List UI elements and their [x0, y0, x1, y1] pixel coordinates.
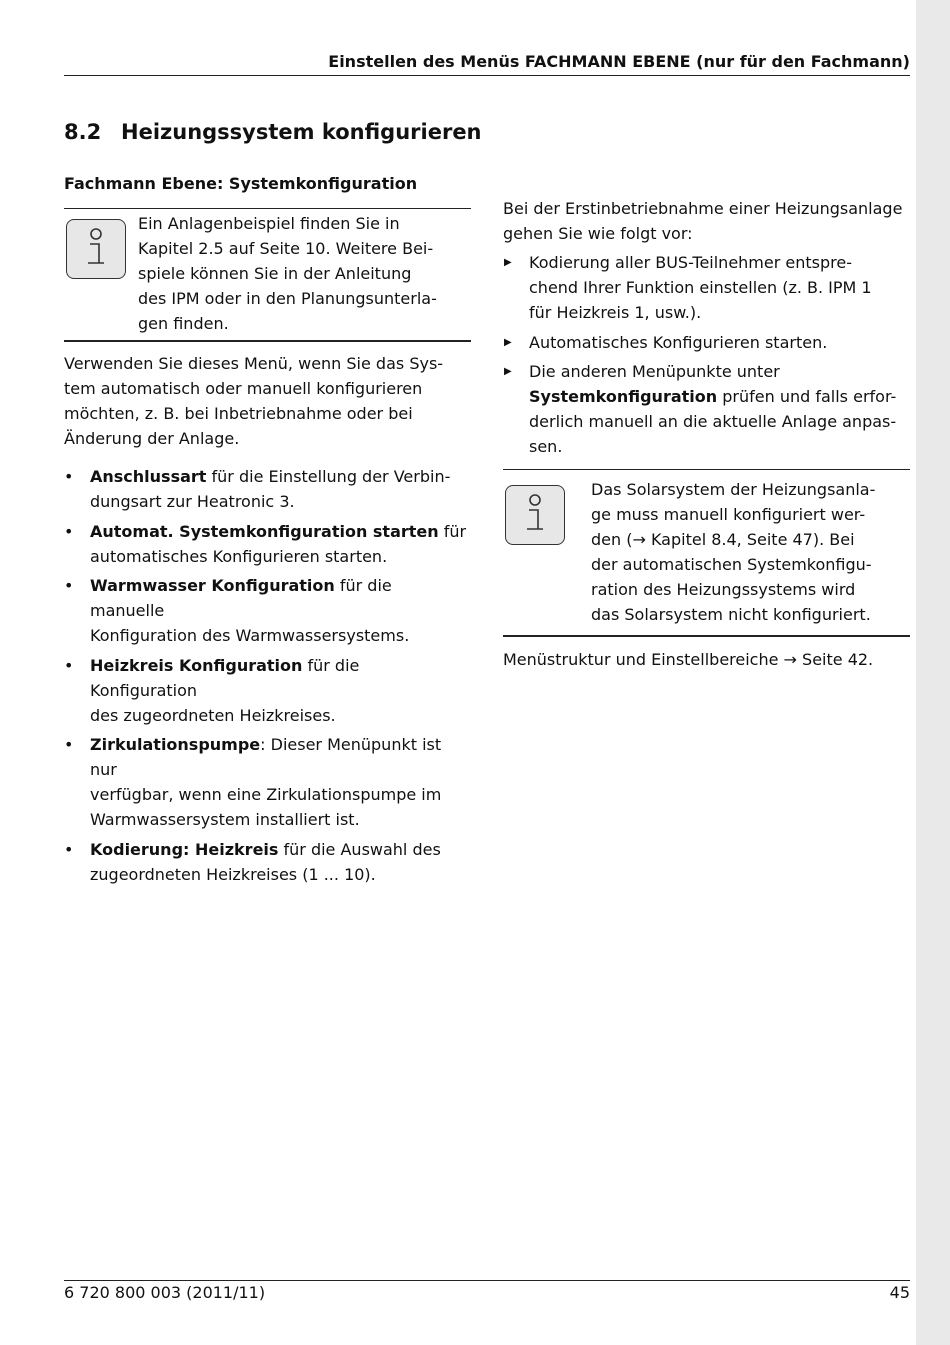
- step-arrow-icon: ▶: [504, 366, 512, 377]
- note-text: [138, 209, 471, 336]
- list-item: [64, 573, 471, 648]
- left-column: [64, 208, 471, 891]
- page-number: 45: [889, 1283, 910, 1302]
- list-item: [64, 464, 471, 514]
- option-name: Kodierung: Heizkreis: [90, 839, 279, 859]
- sub-heading: Fachmann Ebene: Systemkonfiguration: [64, 174, 418, 193]
- option-desc: für: [438, 521, 467, 541]
- step-text: Automatisches Konfigurieren starten.: [529, 332, 828, 352]
- note-line: ration des Heizungssystems wird: [591, 580, 856, 599]
- note-line: der automatischen Systemkonfigu-: [591, 555, 872, 574]
- info-icon: [505, 485, 565, 545]
- option-desc: Warmwassersystem installiert ist.: [90, 810, 360, 829]
- bullet-marker: •: [64, 576, 74, 595]
- bullet-marker: •: [64, 735, 74, 754]
- info-note: [64, 208, 471, 342]
- option-name: Zirkulationspumpe: [90, 735, 261, 754]
- bullet-marker: •: [64, 467, 74, 486]
- note-line: Das Solarsystem der Heizungsanla-: [591, 480, 876, 499]
- option-desc: für die Einstellung der Verbin-: [206, 467, 451, 486]
- section-number: 8.2: [64, 120, 102, 144]
- option-desc: für die Auswahl des: [278, 839, 441, 859]
- option-name: Automat. Systemkonfiguration starten: [90, 521, 439, 541]
- page-edge-strip: [916, 0, 950, 1345]
- note-line: spiele können Sie in der Anleitung: [138, 264, 412, 283]
- note-line: ge muss manuell konfiguriert wer-: [591, 505, 866, 524]
- right-intro: [503, 196, 910, 246]
- text-line: Bei der Erstinbetriebnahme einer Heizungsanlage: [503, 199, 903, 218]
- note-line: Ein Anlagenbeispiel finden Sie in: [138, 214, 400, 233]
- text-line: Änderung der Anlage.: [64, 429, 240, 448]
- info-note: [503, 469, 910, 637]
- note-line: gen finden.: [138, 314, 229, 333]
- bullet-marker: •: [64, 839, 74, 859]
- option-desc: verfügbar, wenn eine Zirkulationspumpe im: [90, 785, 442, 804]
- option-name: Warmwasser Konfiguration: [90, 576, 335, 595]
- step-arrow-icon: ▶: [504, 336, 512, 348]
- text-line: Verwenden Sie dieses Menü, wenn Sie das Sys-: [64, 354, 444, 373]
- option-desc: für die manuelle: [90, 576, 392, 620]
- list-item: [64, 519, 471, 569]
- right-column: [503, 196, 910, 672]
- cross-reference: Menüstruktur und Einstellbereiche → Seite 42.: [503, 650, 874, 669]
- section-heading: [64, 120, 482, 144]
- list-item: [64, 653, 471, 728]
- menu-options-list: [64, 464, 471, 887]
- step-item: [503, 330, 910, 355]
- info-icon: [66, 219, 126, 279]
- note-line: Kapitel 2.5 auf Seite 10. Weitere Bei-: [138, 239, 434, 258]
- text-line: möchten, z. B. bei Inbetriebnahme oder bei: [64, 404, 413, 423]
- step-text: derlich manuell an die aktuelle Anlage anpas-: [529, 412, 897, 431]
- steps-list: [503, 250, 910, 459]
- option-desc: für die Konfiguration: [90, 655, 360, 700]
- list-item: [64, 837, 471, 887]
- running-header: Einstellen des Menüs FACHMANN EBENE (nur für den Fachmann): [328, 52, 910, 71]
- option-desc: : Dieser Menüpunkt ist nur: [90, 735, 442, 779]
- intro-paragraph: [64, 351, 471, 451]
- bullet-marker: •: [64, 655, 74, 675]
- document-id: 6 720 800 003 (2011/11): [64, 1283, 266, 1302]
- header-rule: [64, 75, 910, 76]
- step-arrow-icon: ▶: [504, 257, 512, 268]
- step-item: [503, 359, 910, 459]
- step-text: chend Ihrer Funktion einstellen (z. B. IPM 1: [529, 278, 872, 297]
- list-item: [64, 732, 471, 832]
- section-title: Heizungssystem konfigurieren: [121, 120, 482, 144]
- option-name: Anschlussart: [90, 467, 207, 486]
- step-bold: Systemkonfiguration: [529, 387, 718, 406]
- option-desc: automatisches Konfigurieren starten.: [90, 546, 388, 566]
- text-line: gehen Sie wie folgt vor:: [503, 224, 693, 243]
- footer-rule: [64, 1280, 910, 1281]
- step-text: Kodierung aller BUS-Teilnehmer entspre-: [529, 253, 852, 272]
- note-line: das Solarsystem nicht konfiguriert.: [591, 605, 871, 624]
- step-text: sen.: [529, 437, 563, 456]
- bullet-marker: •: [64, 521, 74, 541]
- note-line: den (→ Kapitel 8.4, Seite 47). Bei: [591, 530, 855, 549]
- step-item: [503, 250, 910, 325]
- text-line: tem automatisch oder manuell konfigurieren: [64, 379, 423, 398]
- note-text: [591, 470, 910, 627]
- option-desc: zugeordneten Heizkreises (1 ... 10).: [90, 864, 376, 884]
- note-line: des IPM oder in den Planungsunterla-: [138, 289, 437, 308]
- step-text: Die anderen Menüpunkte unter: [529, 362, 780, 381]
- option-name: Heizkreis Konfiguration: [90, 655, 303, 675]
- option-desc: dungsart zur Heatronic 3.: [90, 492, 295, 511]
- step-text: für Heizkreis 1, usw.).: [529, 303, 702, 322]
- option-desc: des zugeordneten Heizkreises.: [90, 705, 336, 725]
- option-desc: Konfiguration des Warmwassersystems.: [90, 626, 410, 645]
- step-text: prüfen und falls erfor-: [717, 387, 897, 406]
